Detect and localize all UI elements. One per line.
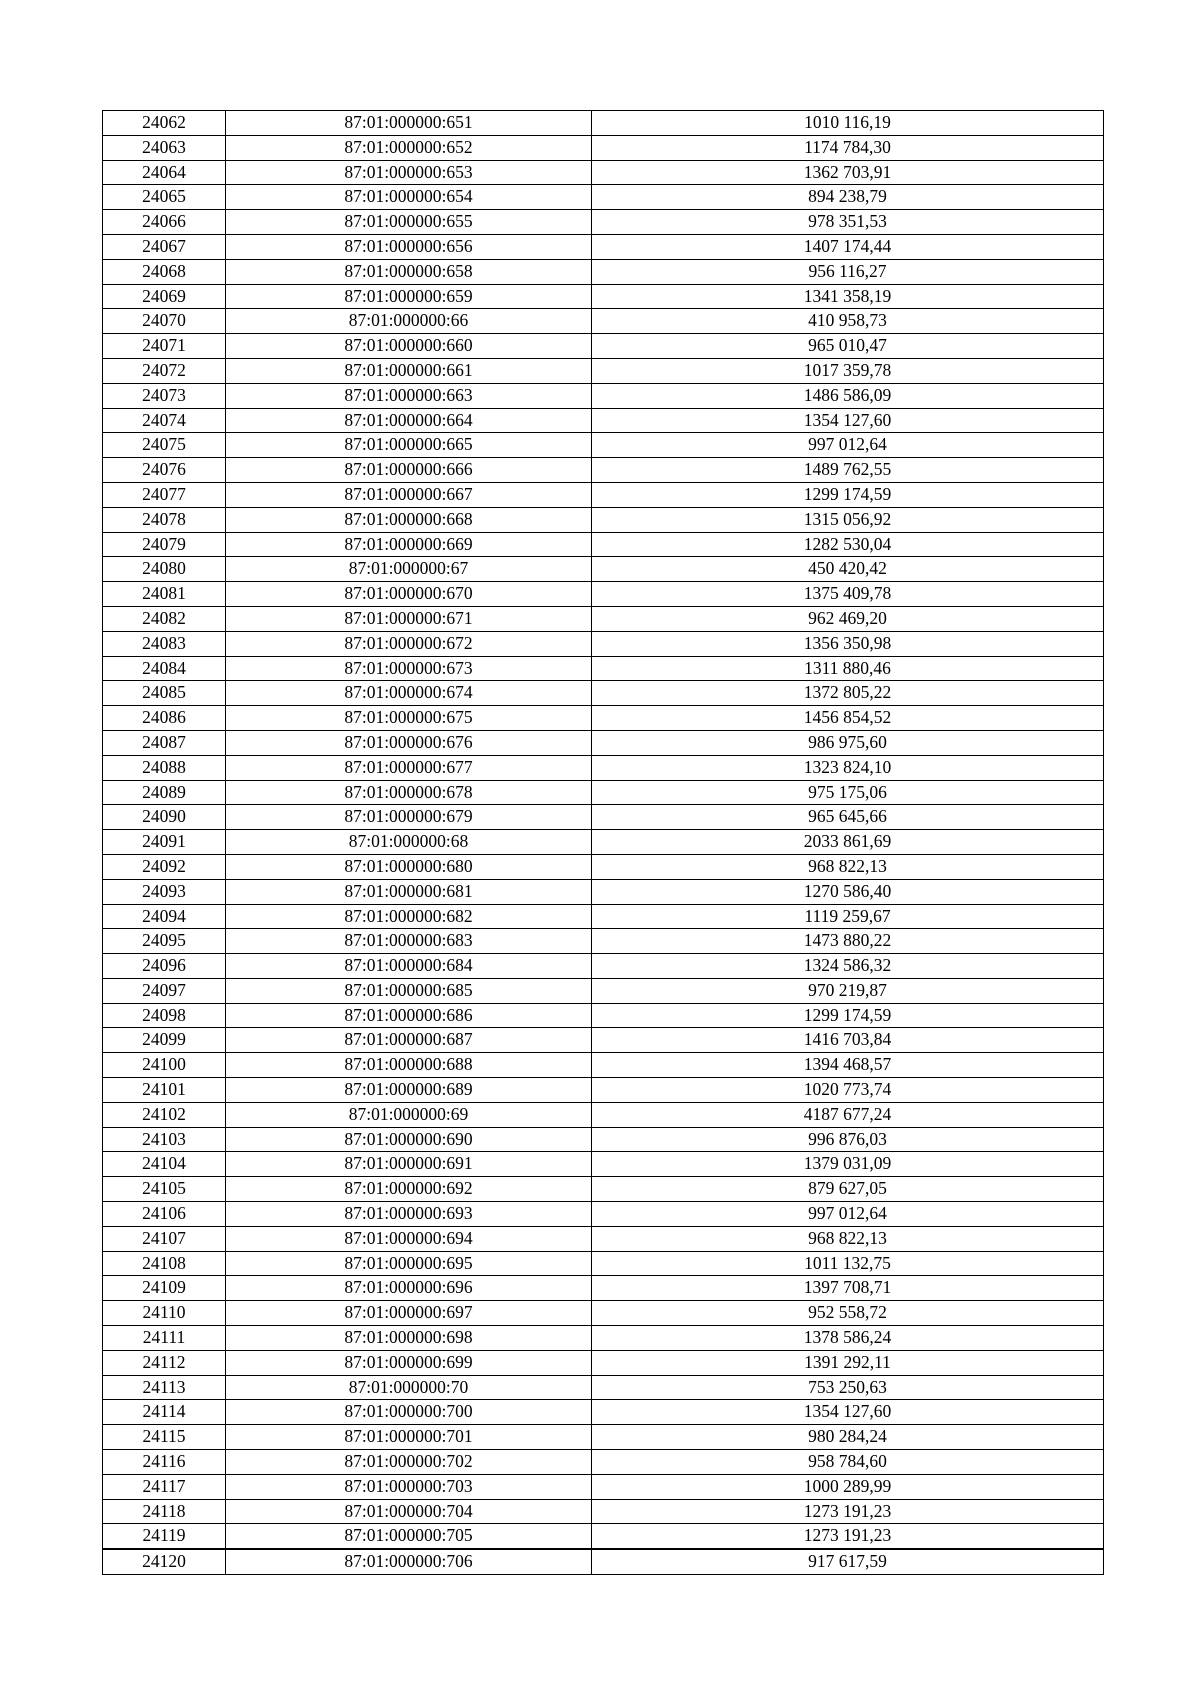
cadastral-value-cell: 975 175,06 <box>592 780 1104 805</box>
row-number-cell: 24081 <box>103 582 226 607</box>
cadastral-value-cell: 1315 056,92 <box>592 507 1104 532</box>
row-number-cell: 24084 <box>103 656 226 681</box>
cadastral-number-cell: 87:01:000000:689 <box>226 1078 592 1103</box>
cadastral-value-cell: 1354 127,60 <box>592 408 1104 433</box>
row-number-cell: 24109 <box>103 1276 226 1301</box>
cadastral-number-cell: 87:01:000000:683 <box>226 929 592 954</box>
cadastral-value-cell: 956 116,27 <box>592 259 1104 284</box>
cadastral-number-cell: 87:01:000000:651 <box>226 111 592 136</box>
cadastral-number-cell: 87:01:000000:704 <box>226 1499 592 1524</box>
cadastral-value-cell: 1323 824,10 <box>592 755 1104 780</box>
cadastral-number-cell: 87:01:000000:692 <box>226 1177 592 1202</box>
cadastral-number-cell: 87:01:000000:682 <box>226 904 592 929</box>
table-row <box>103 1350 1104 1375</box>
cadastral-value-cell: 1356 350,98 <box>592 631 1104 656</box>
table-row <box>103 234 1104 259</box>
row-number-cell: 24080 <box>103 557 226 582</box>
table-row <box>103 210 1104 235</box>
row-number-cell: 24088 <box>103 755 226 780</box>
cadastral-number-cell: 87:01:000000:653 <box>226 160 592 185</box>
row-number-cell: 24066 <box>103 210 226 235</box>
cadastral-number-cell: 87:01:000000:686 <box>226 1003 592 1028</box>
row-number-cell: 24079 <box>103 532 226 557</box>
table-row <box>103 929 1104 954</box>
cadastral-number-cell: 87:01:000000:670 <box>226 582 592 607</box>
cadastral-number-cell: 87:01:000000:679 <box>226 805 592 830</box>
row-number-cell: 24086 <box>103 706 226 731</box>
cadastral-value-cell: 1282 530,04 <box>592 532 1104 557</box>
row-number-cell: 24062 <box>103 111 226 136</box>
row-number-cell: 24070 <box>103 309 226 334</box>
table-row <box>103 433 1104 458</box>
cadastral-value-cell: 1011 132,75 <box>592 1251 1104 1276</box>
cadastral-value-cell: 450 420,42 <box>592 557 1104 582</box>
table-row <box>103 1226 1104 1251</box>
cadastral-value-cell: 1394 468,57 <box>592 1053 1104 1078</box>
table-row <box>103 309 1104 334</box>
cadastral-number-cell: 87:01:000000:675 <box>226 706 592 731</box>
table-row <box>103 507 1104 532</box>
cadastral-number-cell: 87:01:000000:696 <box>226 1276 592 1301</box>
table-row <box>103 1276 1104 1301</box>
row-number-cell: 24073 <box>103 383 226 408</box>
cadastral-value-cell: 2033 861,69 <box>592 830 1104 855</box>
row-number-cell: 24106 <box>103 1202 226 1227</box>
table-row <box>103 185 1104 210</box>
row-number-cell: 24110 <box>103 1301 226 1326</box>
table-row <box>103 1251 1104 1276</box>
cadastral-number-cell: 87:01:000000:659 <box>226 284 592 309</box>
table-row <box>103 978 1104 1003</box>
row-number-cell: 24098 <box>103 1003 226 1028</box>
cadastral-number-cell: 87:01:000000:666 <box>226 458 592 483</box>
cadastral-value-cell: 1270 586,40 <box>592 879 1104 904</box>
cadastral-number-cell: 87:01:000000:701 <box>226 1425 592 1450</box>
cadastral-value-cell: 1299 174,59 <box>592 1003 1104 1028</box>
cadastral-number-cell: 87:01:000000:691 <box>226 1152 592 1177</box>
cadastral-value-cell: 970 219,87 <box>592 978 1104 1003</box>
row-number-cell: 24082 <box>103 606 226 631</box>
cadastral-value-cell: 1324 586,32 <box>592 954 1104 979</box>
row-number-cell: 24072 <box>103 358 226 383</box>
cadastral-value-cell: 1486 586,09 <box>592 383 1104 408</box>
row-number-cell: 24065 <box>103 185 226 210</box>
cadastral-value-cell: 997 012,64 <box>592 1202 1104 1227</box>
table-row <box>103 805 1104 830</box>
row-number-cell: 24085 <box>103 681 226 706</box>
cadastral-value-cell: 753 250,63 <box>592 1375 1104 1400</box>
cadastral-number-cell: 87:01:000000:674 <box>226 681 592 706</box>
row-number-cell: 24117 <box>103 1474 226 1499</box>
cadastral-number-cell: 87:01:000000:697 <box>226 1301 592 1326</box>
table-row <box>103 1053 1104 1078</box>
row-number-cell: 24107 <box>103 1226 226 1251</box>
cadastral-value-cell: 1119 259,67 <box>592 904 1104 929</box>
cadastral-value-cell: 1489 762,55 <box>592 458 1104 483</box>
table-row <box>103 284 1104 309</box>
table-row <box>103 681 1104 706</box>
cadastral-number-cell: 87:01:000000:680 <box>226 854 592 879</box>
row-number-cell: 24102 <box>103 1102 226 1127</box>
row-number-cell: 24092 <box>103 854 226 879</box>
table-row <box>103 259 1104 284</box>
table-row <box>103 1425 1104 1450</box>
cadastral-number-cell: 87:01:000000:678 <box>226 780 592 805</box>
table-row <box>103 1450 1104 1475</box>
table-row <box>103 135 1104 160</box>
cadastral-number-cell: 87:01:000000:664 <box>226 408 592 433</box>
row-number-cell: 24076 <box>103 458 226 483</box>
table-row <box>103 1326 1104 1351</box>
cadastral-value-cell: 1273 191,23 <box>592 1499 1104 1524</box>
table-row <box>103 160 1104 185</box>
cadastral-value-cell: 1311 880,46 <box>592 656 1104 681</box>
cadastral-number-cell: 87:01:000000:661 <box>226 358 592 383</box>
cadastral-value-cell: 1372 805,22 <box>592 681 1104 706</box>
cadastral-value-cell: 997 012,64 <box>592 433 1104 458</box>
cadastral-value-cell: 1273 191,23 <box>592 1524 1104 1549</box>
cadastral-number-cell: 87:01:000000:684 <box>226 954 592 979</box>
cadastral-value-cell: 410 958,73 <box>592 309 1104 334</box>
cadastral-number-cell: 87:01:000000:668 <box>226 507 592 532</box>
cadastral-value-cell: 962 469,20 <box>592 606 1104 631</box>
cadastral-value-cell: 965 010,47 <box>592 334 1104 359</box>
cadastral-value-cell: 986 975,60 <box>592 730 1104 755</box>
cadastral-value-cell: 1000 289,99 <box>592 1474 1104 1499</box>
row-number-cell: 24101 <box>103 1078 226 1103</box>
cadastral-value-cell: 996 876,03 <box>592 1127 1104 1152</box>
cadastral-number-cell: 87:01:000000:688 <box>226 1053 592 1078</box>
row-number-cell: 24077 <box>103 482 226 507</box>
row-number-cell: 24103 <box>103 1127 226 1152</box>
cadastral-number-cell: 87:01:000000:693 <box>226 1202 592 1227</box>
cadastral-number-cell: 87:01:000000:70 <box>226 1375 592 1400</box>
cadastral-number-cell: 87:01:000000:672 <box>226 631 592 656</box>
table-row <box>103 1102 1104 1127</box>
cadastral-value-cell: 968 822,13 <box>592 854 1104 879</box>
row-number-cell: 24118 <box>103 1499 226 1524</box>
row-number-cell: 24094 <box>103 904 226 929</box>
cadastral-value-cell: 1017 359,78 <box>592 358 1104 383</box>
table-row <box>103 383 1104 408</box>
cadastral-value-cell: 1174 784,30 <box>592 135 1104 160</box>
cadastral-value-cell: 1456 854,52 <box>592 706 1104 731</box>
row-number-cell: 24100 <box>103 1053 226 1078</box>
cadastral-number-cell: 87:01:000000:69 <box>226 1102 592 1127</box>
table-row <box>103 1003 1104 1028</box>
cadastral-value-cell: 879 627,05 <box>592 1177 1104 1202</box>
cadastral-number-cell: 87:01:000000:665 <box>226 433 592 458</box>
cadastral-value-table <box>102 110 1104 1575</box>
row-number-cell: 24120 <box>103 1549 226 1574</box>
cadastral-number-cell: 87:01:000000:677 <box>226 755 592 780</box>
table-row <box>103 111 1104 136</box>
row-number-cell: 24063 <box>103 135 226 160</box>
cadastral-number-cell: 87:01:000000:66 <box>226 309 592 334</box>
row-number-cell: 24078 <box>103 507 226 532</box>
table-row <box>103 1400 1104 1425</box>
table-row <box>103 1499 1104 1524</box>
row-number-cell: 24116 <box>103 1450 226 1475</box>
row-number-cell: 24105 <box>103 1177 226 1202</box>
table-row <box>103 408 1104 433</box>
cadastral-value-cell: 1375 409,78 <box>592 582 1104 607</box>
cadastral-value-cell: 1379 031,09 <box>592 1152 1104 1177</box>
cadastral-number-cell: 87:01:000000:700 <box>226 1400 592 1425</box>
row-number-cell: 24112 <box>103 1350 226 1375</box>
table-row <box>103 1474 1104 1499</box>
cadastral-number-cell: 87:01:000000:694 <box>226 1226 592 1251</box>
cadastral-number-cell: 87:01:000000:68 <box>226 830 592 855</box>
row-number-cell: 24097 <box>103 978 226 1003</box>
table-row <box>103 904 1104 929</box>
cadastral-number-cell: 87:01:000000:669 <box>226 532 592 557</box>
cadastral-value-cell: 980 284,24 <box>592 1425 1104 1450</box>
cadastral-value-cell: 952 558,72 <box>592 1301 1104 1326</box>
table-row <box>103 631 1104 656</box>
row-number-cell: 24119 <box>103 1524 226 1549</box>
cadastral-number-cell: 87:01:000000:699 <box>226 1350 592 1375</box>
cadastral-number-cell: 87:01:000000:667 <box>226 482 592 507</box>
cadastral-number-cell: 87:01:000000:663 <box>226 383 592 408</box>
row-number-cell: 24067 <box>103 234 226 259</box>
cadastral-number-cell: 87:01:000000:67 <box>226 557 592 582</box>
table-row <box>103 334 1104 359</box>
cadastral-number-cell: 87:01:000000:655 <box>226 210 592 235</box>
row-number-cell: 24095 <box>103 929 226 954</box>
table-row <box>103 954 1104 979</box>
row-number-cell: 24093 <box>103 879 226 904</box>
row-number-cell: 24074 <box>103 408 226 433</box>
cadastral-number-cell: 87:01:000000:676 <box>226 730 592 755</box>
table-row <box>103 706 1104 731</box>
cadastral-value-cell: 1362 703,91 <box>592 160 1104 185</box>
cadastral-number-cell: 87:01:000000:690 <box>226 1127 592 1152</box>
row-number-cell: 24111 <box>103 1326 226 1351</box>
cadastral-value-cell: 1397 708,71 <box>592 1276 1104 1301</box>
cadastral-number-cell: 87:01:000000:698 <box>226 1326 592 1351</box>
cadastral-value-cell: 917 617,59 <box>592 1549 1104 1574</box>
table-row <box>103 358 1104 383</box>
cadastral-number-cell: 87:01:000000:656 <box>226 234 592 259</box>
cadastral-number-cell: 87:01:000000:685 <box>226 978 592 1003</box>
table-row <box>103 582 1104 607</box>
cadastral-value-cell: 1407 174,44 <box>592 234 1104 259</box>
table-body <box>103 111 1104 1575</box>
cadastral-number-cell: 87:01:000000:687 <box>226 1028 592 1053</box>
cadastral-value-cell: 1010 116,19 <box>592 111 1104 136</box>
cadastral-value-cell: 978 351,53 <box>592 210 1104 235</box>
cadastral-number-cell: 87:01:000000:660 <box>226 334 592 359</box>
row-number-cell: 24096 <box>103 954 226 979</box>
cadastral-value-cell: 1020 773,74 <box>592 1078 1104 1103</box>
table-row <box>103 1078 1104 1103</box>
table-row <box>103 532 1104 557</box>
row-number-cell: 24068 <box>103 259 226 284</box>
table-row <box>103 1127 1104 1152</box>
table-row <box>103 1375 1104 1400</box>
table-row <box>103 830 1104 855</box>
cadastral-value-cell: 1341 358,19 <box>592 284 1104 309</box>
cadastral-value-cell: 4187 677,24 <box>592 1102 1104 1127</box>
cadastral-number-cell: 87:01:000000:703 <box>226 1474 592 1499</box>
cadastral-value-cell: 1299 174,59 <box>592 482 1104 507</box>
cadastral-number-cell: 87:01:000000:654 <box>226 185 592 210</box>
row-number-cell: 24113 <box>103 1375 226 1400</box>
cadastral-value-cell: 1473 880,22 <box>592 929 1104 954</box>
row-number-cell: 24075 <box>103 433 226 458</box>
table-row <box>103 1152 1104 1177</box>
row-number-cell: 24090 <box>103 805 226 830</box>
row-number-cell: 24071 <box>103 334 226 359</box>
cadastral-number-cell: 87:01:000000:702 <box>226 1450 592 1475</box>
row-number-cell: 24115 <box>103 1425 226 1450</box>
row-number-cell: 24104 <box>103 1152 226 1177</box>
cadastral-number-cell: 87:01:000000:706 <box>226 1549 592 1574</box>
table-row <box>103 780 1104 805</box>
table-row <box>103 606 1104 631</box>
cadastral-value-cell: 1354 127,60 <box>592 1400 1104 1425</box>
table-row <box>103 656 1104 681</box>
cadastral-number-cell: 87:01:000000:705 <box>226 1524 592 1549</box>
cadastral-value-cell: 968 822,13 <box>592 1226 1104 1251</box>
table-row <box>103 1177 1104 1202</box>
cadastral-value-cell: 958 784,60 <box>592 1450 1104 1475</box>
table-row <box>103 482 1104 507</box>
cadastral-value-cell: 1391 292,11 <box>592 1350 1104 1375</box>
cadastral-value-cell: 1378 586,24 <box>592 1326 1104 1351</box>
row-number-cell: 24114 <box>103 1400 226 1425</box>
table-row <box>103 1549 1104 1574</box>
table-row <box>103 879 1104 904</box>
cadastral-value-cell: 1416 703,84 <box>592 1028 1104 1053</box>
cadastral-number-cell: 87:01:000000:681 <box>226 879 592 904</box>
row-number-cell: 24091 <box>103 830 226 855</box>
cadastral-value-cell: 965 645,66 <box>592 805 1104 830</box>
table-row <box>103 458 1104 483</box>
cadastral-number-cell: 87:01:000000:671 <box>226 606 592 631</box>
cadastral-value-cell: 894 238,79 <box>592 185 1104 210</box>
table-row <box>103 854 1104 879</box>
row-number-cell: 24064 <box>103 160 226 185</box>
row-number-cell: 24108 <box>103 1251 226 1276</box>
cadastral-number-cell: 87:01:000000:652 <box>226 135 592 160</box>
table-row <box>103 1524 1104 1549</box>
table-row <box>103 755 1104 780</box>
row-number-cell: 24087 <box>103 730 226 755</box>
cadastral-number-cell: 87:01:000000:695 <box>226 1251 592 1276</box>
row-number-cell: 24069 <box>103 284 226 309</box>
table-row <box>103 557 1104 582</box>
table-row <box>103 730 1104 755</box>
table-row <box>103 1202 1104 1227</box>
row-number-cell: 24083 <box>103 631 226 656</box>
row-number-cell: 24089 <box>103 780 226 805</box>
table-row <box>103 1028 1104 1053</box>
table-row <box>103 1301 1104 1326</box>
row-number-cell: 24099 <box>103 1028 226 1053</box>
cadastral-number-cell: 87:01:000000:673 <box>226 656 592 681</box>
cadastral-number-cell: 87:01:000000:658 <box>226 259 592 284</box>
